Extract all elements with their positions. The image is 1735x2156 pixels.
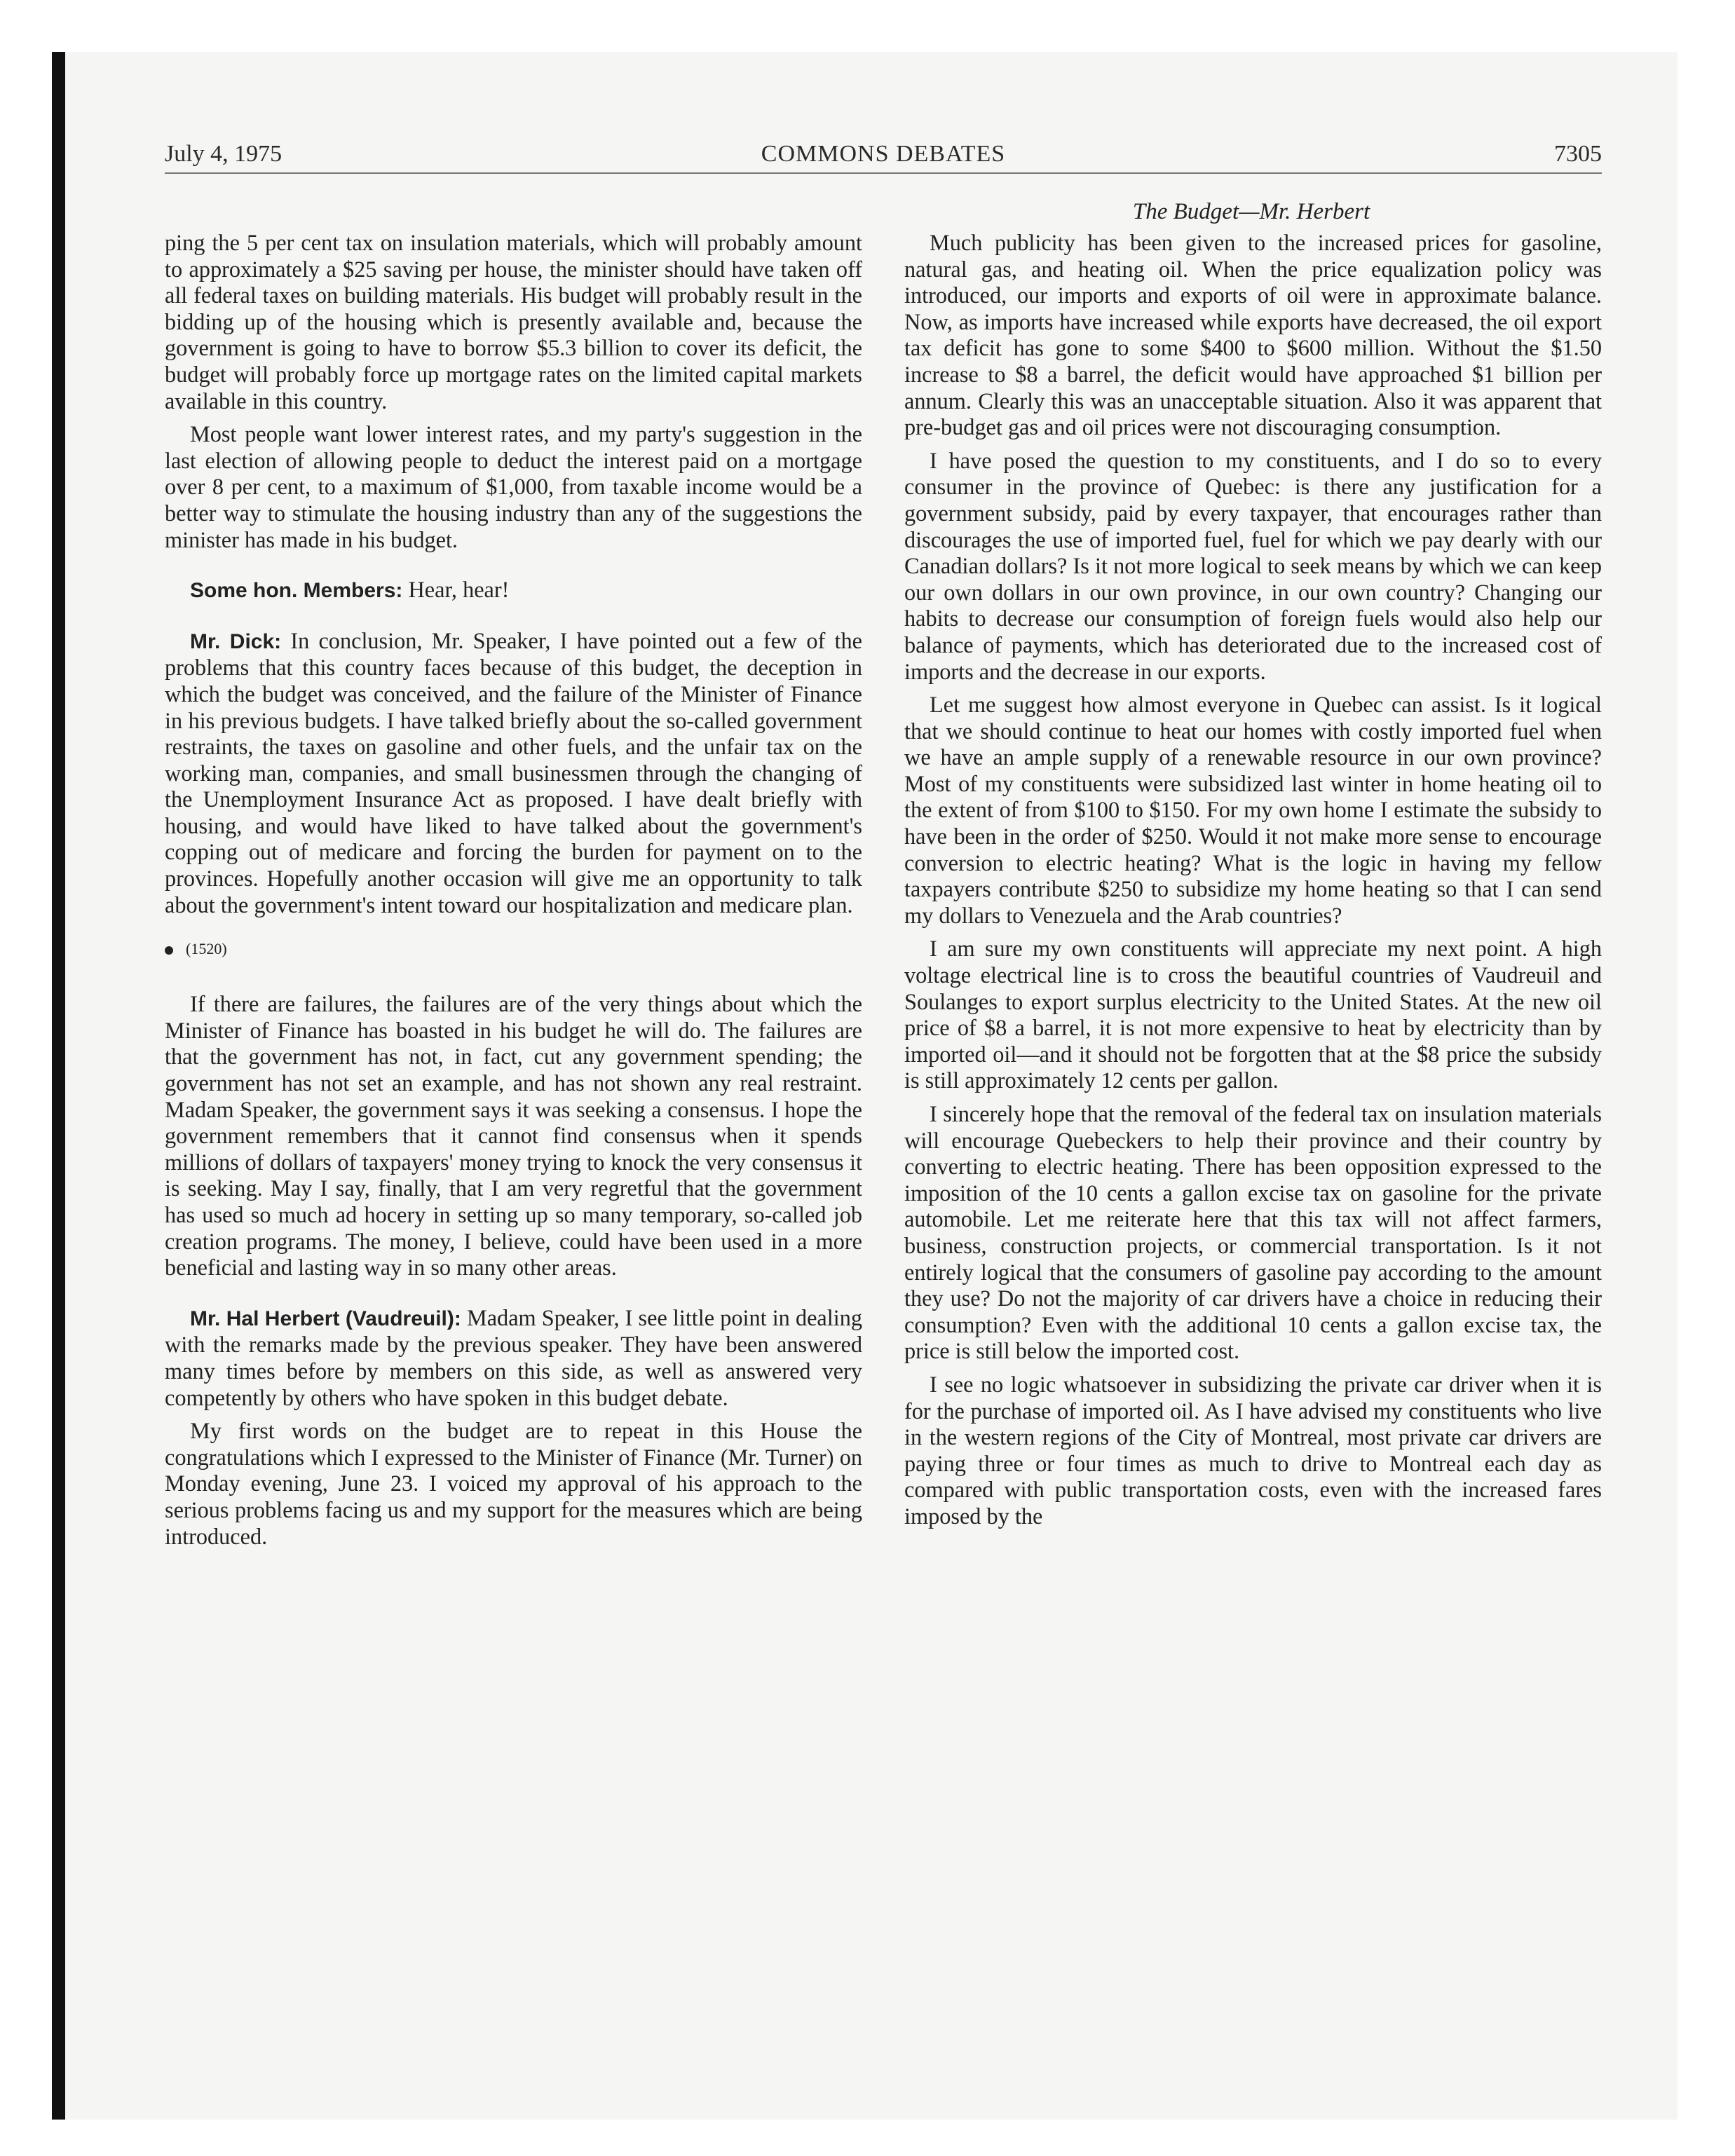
timestamp-marker [165, 939, 862, 959]
speaker-paragraph [165, 628, 862, 919]
speech-text: In conclusion, Mr. Speaker, I have pointed out a few of the problems that this country faces because of this budget, the deception in which the budget was conceived, and the failure of the Minister of Finance in his previous budgets. I have talked briefly about the so-called government restraints, the taxes on gasoline and other fuels, and the unfair tax on the working man, companies, and small businessmen through the changing of the Unemployment Insurance Act as proposed. I have dealt briefly with housing, and would have liked to have talked about the government's copping out of medicare and forcing the burden for payment on to the provinces. Hopefully another occasion will give me an opportunity to talk about the government's intent toward our hospitalization and medicare plan. [165, 627, 862, 917]
header-page-number: 7305 [1554, 141, 1602, 167]
left-column [165, 230, 862, 1557]
running-head: The Budget—Mr. Herbert [1132, 199, 1370, 224]
paragraph: My first words on the budget are to repeat in this House the congratulations which I expressed to the Minister of Finance (Mr. Turner) on Monday evening, June 23. I voiced my approval of his approach to the serious problems facing us and my support for the measures which are being introduced. [165, 1418, 862, 1549]
timestamp-text: (1520) [186, 940, 227, 958]
speaker-name: Mr. Dick: [190, 629, 282, 653]
header-title: COMMONS DEBATES [761, 141, 1006, 167]
speaker-name: Some hon. Members: [190, 579, 403, 603]
paragraph: If there are failures, the failures are of the very things about which the Minister of Finance has boasted in his budget he will do. The failures are that the government has not, in fact, cut any government spending; the government has not set an example, and has not shown any real restraint. Madam Speaker, the government says it was seeking a consensus. I hope the government remembers that it cannot find consensus when it spends millions of dollars of taxpayers' money trying to knock the very consensus it is seeking. May I say, finally, that I am very regretful that the government has used so much ad hocery in setting up so many temporary, so-called job creation programs. The money, I believe, could have been used in a more beneficial and lasting way in so many other areas. [165, 991, 862, 1281]
paragraph: I have posed the question to my constituents, and I do so to every consumer in the province of Quebec: is there any justification for a government subsidy, paid by every taxpayer, that encourages rather than discourages the use of imported fuel, fuel for which we pay dearly with our Canadian dollars? Is it not more logical to seek means by which we can keep our own dollars in our own province, in our own country? Changing our habits to decrease our consumption of foreign fuels would also help our balance of payments, which has deteriorated due to the increased cost of imports and the decrease in our exports. [904, 447, 1602, 684]
right-column [904, 230, 1602, 1537]
speech-text: Madam Speaker, I see little point in dealing with the remarks made by the previous speaker. They have been answered many times before by members on this side, as well as answered very competently by others who have spoken in this budget debate. [165, 1304, 863, 1410]
scan-edge [52, 52, 65, 2120]
bullet-icon [165, 946, 173, 955]
page-header [165, 140, 1602, 174]
speaker-paragraph [165, 577, 862, 604]
speaker-paragraph [165, 1305, 862, 1411]
paragraph: Let me suggest how almost everyone in Quebec can assist. Is it logical that we should continue to heat our homes with costly imported fuel when we have an ample supply of a renewable resource in our own province? Most of my constituents were subsidized last winter in home heating oil to the extent of from $100 to $150. For my own home I estimate the subsidy to have been in the order of $250. Would it not make more sense to encourage conversion to electric heating? What is the logic in having my fellow taxpayers contribute $250 to subsidize my home heating so that I can send my dollars to Venezuela and the Arab countries? [904, 692, 1602, 928]
speaker-name: Mr. Hal Herbert (Vaudreuil): [190, 1306, 461, 1330]
header-date: July 4, 1975 [165, 141, 283, 167]
paragraph: I see no logic whatsoever in subsidizing the private car driver when it is for the purchase of imported oil. As I have advised my constituents who live in the western regions of the City of Montreal, most private car drivers are paying three or four times as much to drive to Montreal each day as compared with public transportation costs, even with the increased fares imposed by the [904, 1371, 1602, 1529]
paragraph: I am sure my own constituents will appreciate my next point. A high voltage electrical line is to cross the beautiful countries of Vaudreuil and Soulanges to export surplus electricity to the United States. At the new oil price of $8 a barrel, it is not more expensive to heat by electricity than by imported oil—and it should not be forgotten that at the $8 price the subsidy is still approximately 12 cents per gallon. [904, 936, 1602, 1093]
paragraph: Most people want lower interest rates, and my party's suggestion in the last election of allowing people to deduct the interest paid on a mortgage over 8 per cent, to a maximum of $1,000, from taxable income would be a better way to stimulate the housing industry than any of the suggestions the minister has made in his budget. [165, 421, 862, 552]
paragraph: I sincerely hope that the removal of the federal tax on insulation materials will encourage Quebeckers to help their province and their country by converting to electric heating. There has been opposition expressed to the imposition of the 10 cents a gallon excise tax on gasoline for the private automobile. Let me reiterate here that this tax will not affect farmers, business, construction projects, or commercial transportation. Is it not entirely logical that the consumers of gasoline pay according to the amount they use? Do not the majority of car drivers have a choice in reducing their consumption? Even with the additional 10 cents a gallon excise tax, the price is still below the imported cost. [904, 1101, 1602, 1364]
paragraph: ping the 5 per cent tax on insulation materials, which will probably amount to approximately a $25 saving per house, the minister should have taken off all federal taxes on building materials. His budget will probably result in the bidding up of the housing which is presently available and, because the government is going to have to borrow $5.3 billion to cover its deficit, the budget will probably force up mortgage rates on the limited capital markets available in this country. [165, 230, 862, 414]
speech-text: Hear, hear! [402, 577, 510, 603]
paragraph: Much publicity has been given to the increased prices for gasoline, natural gas, and heating oil. When the price equalization policy was introduced, our imports and exports of oil were in approximate balance. Now, as imports have increased while exports have decreased, the oil export tax deficit has gone to some $400 to $600 million. Without the $1.50 increase to $8 a barrel, the deficit would have approached $1 billion per annum. Clearly this was an unacceptable situation. Also it was apparent that pre-budget gas and oil prices were not discouraging consumption. [904, 230, 1602, 440]
